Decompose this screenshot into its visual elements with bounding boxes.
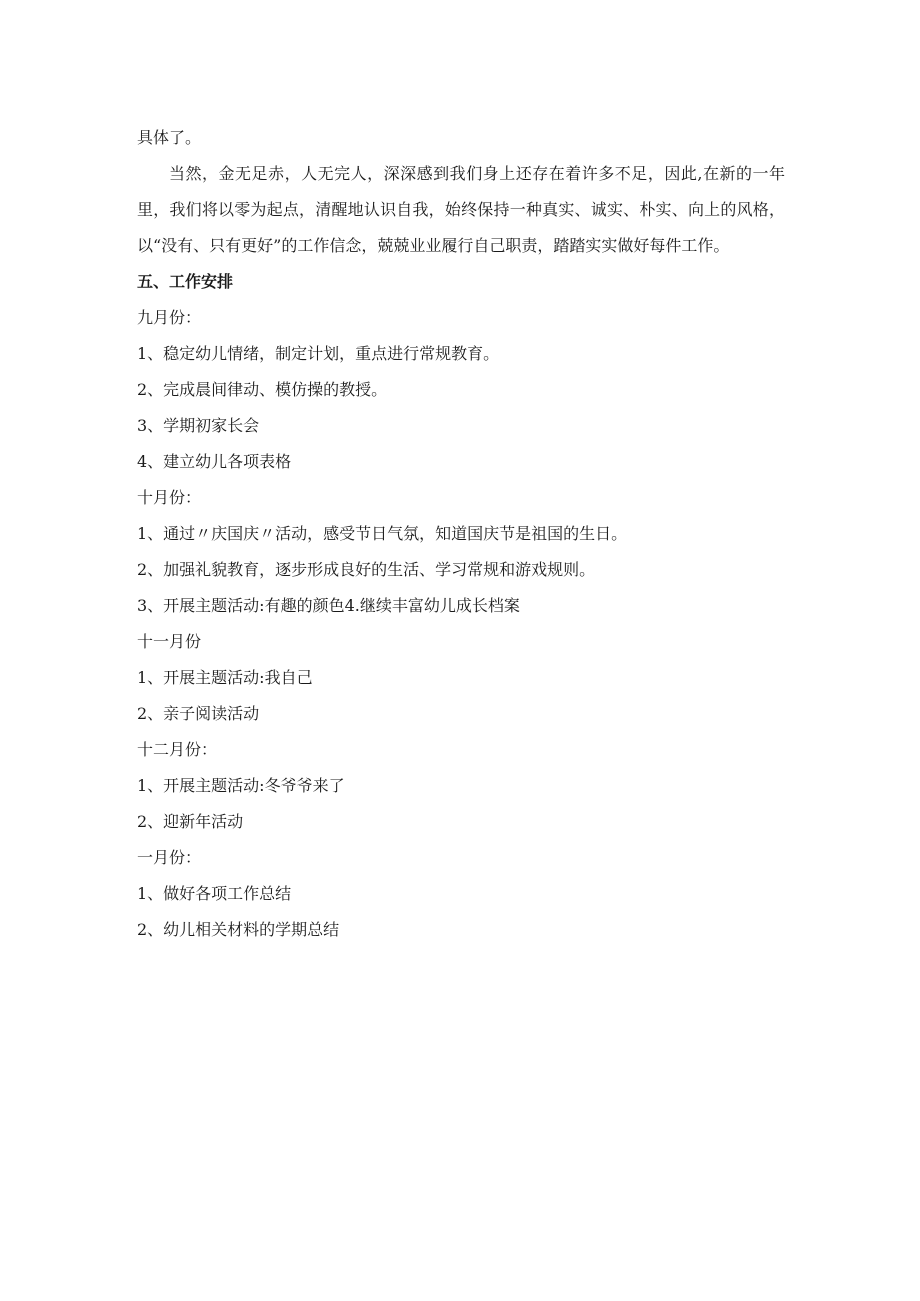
list-item: 2、完成晨间律动、模仿操的教授。 bbox=[137, 380, 388, 399]
month-title: 十月份： bbox=[137, 488, 202, 507]
list-item: 4、建立幼儿各项表格 bbox=[137, 452, 292, 471]
list-item: 1、通过〃庆国庆〃活动，感受节日气氛，知道国庆节是祖国的生日。 bbox=[137, 524, 628, 543]
list-item: 2、幼儿相关材料的学期总结 bbox=[137, 920, 340, 939]
month-september bbox=[137, 300, 785, 480]
list-item: 1、开展主题活动:冬爷爷来了 bbox=[137, 776, 345, 795]
list-item: 2、加强礼貌教育，逐步形成良好的生活、学习常规和游戏规则。 bbox=[137, 560, 596, 579]
list-item: 2、迎新年活动 bbox=[137, 812, 244, 831]
month-november bbox=[137, 624, 785, 732]
month-title: 九月份： bbox=[137, 308, 202, 327]
month-october bbox=[137, 480, 785, 624]
continuation-text: 具体了。 bbox=[137, 128, 202, 147]
list-item: 2、亲子阅读活动 bbox=[137, 704, 260, 723]
document-body bbox=[137, 120, 785, 948]
month-title: 十一月份 bbox=[137, 632, 202, 651]
list-item: 1、稳定幼儿情绪，制定计划，重点进行常规教育。 bbox=[137, 344, 500, 363]
section-heading: 五、工作安排 bbox=[137, 272, 234, 291]
month-december bbox=[137, 732, 785, 840]
list-item: 1、开展主题活动:我自己 bbox=[137, 668, 313, 687]
month-title: 十二月份： bbox=[137, 740, 218, 759]
summary-paragraph: 当然，金无足赤，人无完人，深深感到我们身上还存在着许多不足，因此,在新的一年里，我们将以零为起点，清醒地认识自我，始终保持一种真实、诚实、朴实、向上的风格，以“没有、只有更好”的工作信念，兢兢业业履行自己职责，踏踏实实做好每件工作。 bbox=[137, 164, 785, 255]
list-item: 3、开展主题活动:有趣的颜色4.继续丰富幼儿成长档案 bbox=[137, 596, 520, 615]
list-item: 3、学期初家长会 bbox=[137, 416, 260, 435]
month-january bbox=[137, 840, 785, 948]
list-item: 1、做好各项工作总结 bbox=[137, 884, 292, 903]
month-title: 一月份： bbox=[137, 848, 202, 867]
